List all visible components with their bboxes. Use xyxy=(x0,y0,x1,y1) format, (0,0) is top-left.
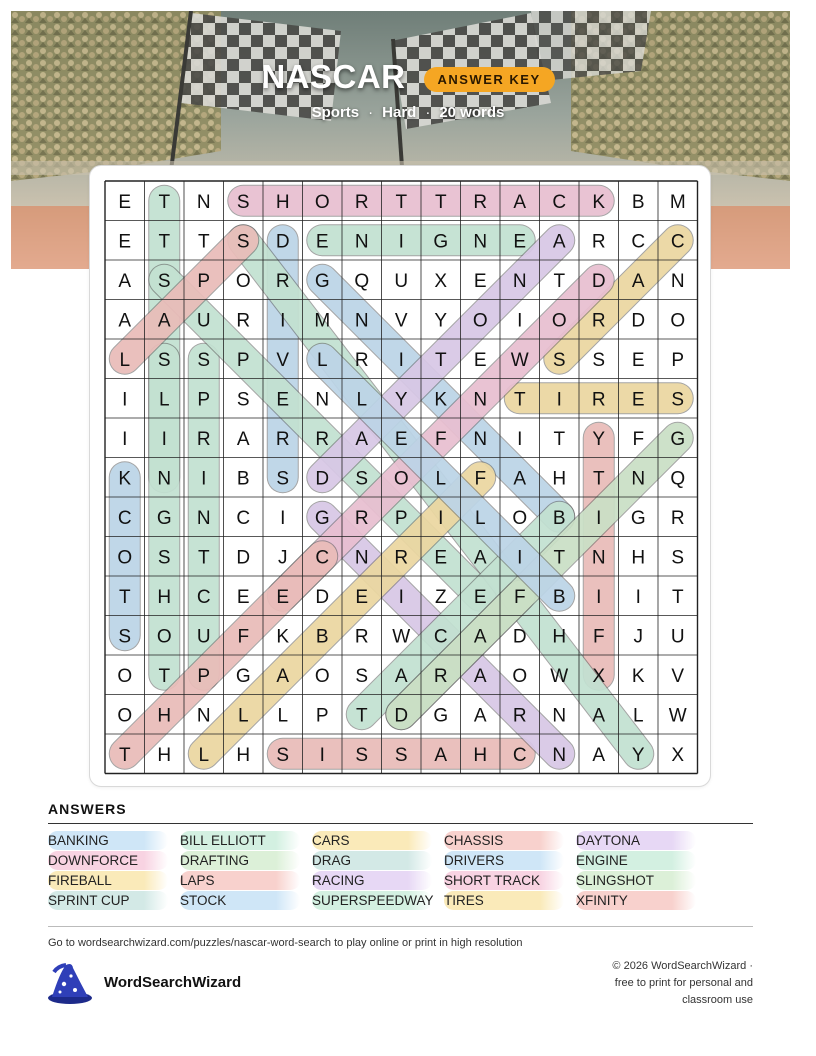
grid-letter[interactable]: Q xyxy=(670,468,686,490)
grid-letter[interactable]: O xyxy=(670,310,686,332)
grid-letter[interactable]: N xyxy=(473,231,488,253)
grid-letter[interactable]: S xyxy=(197,349,211,371)
grid-letter[interactable]: A xyxy=(236,428,250,450)
grid-letter[interactable]: U xyxy=(394,270,409,292)
grid-letter[interactable]: C xyxy=(552,191,567,213)
grid-letter[interactable]: O xyxy=(314,665,330,687)
grid-letter[interactable]: R xyxy=(275,428,290,450)
category-label: Sports xyxy=(311,104,360,121)
grid-letter[interactable]: X xyxy=(434,270,448,292)
grid-letter[interactable]: N xyxy=(591,547,606,569)
grid-letter[interactable]: R xyxy=(354,191,369,213)
grid-letter[interactable]: B xyxy=(552,586,566,608)
grid-letter[interactable]: O xyxy=(117,705,133,727)
grid-letter[interactable]: H xyxy=(236,744,251,766)
grid-letter[interactable]: G xyxy=(670,428,686,450)
grid-letter[interactable]: E xyxy=(315,231,329,253)
grid-letter[interactable]: C xyxy=(236,507,251,529)
grid-letter[interactable]: F xyxy=(632,428,645,450)
grid-letter[interactable]: N xyxy=(473,428,488,450)
grid-letter[interactable]: S xyxy=(157,270,171,292)
grid-letter[interactable]: A xyxy=(592,705,606,727)
grid-letter[interactable]: J xyxy=(278,547,288,569)
grid-letter[interactable]: T xyxy=(671,586,684,608)
separator-dot: · xyxy=(425,104,431,121)
grid-letter[interactable]: D xyxy=(315,586,330,608)
grid-letter[interactable]: T xyxy=(118,744,131,766)
puzzle-grid xyxy=(90,166,712,788)
grid-letter[interactable]: N xyxy=(354,310,369,332)
grid-letter[interactable]: S xyxy=(355,468,369,490)
grid-letter[interactable]: F xyxy=(513,586,526,608)
answer-word: BILL ELLIOTT xyxy=(180,831,300,850)
grid-letter[interactable]: W xyxy=(392,626,411,648)
grid-letter[interactable]: O xyxy=(117,665,133,687)
grid-letter[interactable]: P xyxy=(315,705,329,727)
title-row xyxy=(0,58,816,96)
grid-letter[interactable]: I xyxy=(280,507,286,529)
grid-letter[interactable]: S xyxy=(355,665,369,687)
grid-letter[interactable]: R xyxy=(433,665,448,687)
grid-letter[interactable]: E xyxy=(631,349,645,371)
grid-letter[interactable]: I xyxy=(517,428,523,450)
grid-letter[interactable]: G xyxy=(314,270,330,292)
grid-letter[interactable]: M xyxy=(314,310,331,332)
grid-letter[interactable]: N xyxy=(196,191,211,213)
grid-letter[interactable]: S xyxy=(671,389,685,411)
grid-letter[interactable]: A xyxy=(355,428,369,450)
grid-letter[interactable]: V xyxy=(276,349,290,371)
grid-letter[interactable]: F xyxy=(434,428,447,450)
grid-letter[interactable]: L xyxy=(435,468,447,490)
answer-word: DOWNFORCE xyxy=(48,851,168,870)
grid-letter[interactable]: E xyxy=(118,191,132,213)
grid-letter[interactable]: O xyxy=(512,507,528,529)
grid-letter[interactable]: D xyxy=(236,547,251,569)
divider xyxy=(48,823,753,824)
grid-letter[interactable]: A xyxy=(276,665,290,687)
grid-letter[interactable]: K xyxy=(434,389,448,411)
grid-letter[interactable]: A xyxy=(434,744,448,766)
grid-letter[interactable]: E xyxy=(276,586,290,608)
grid-letter[interactable]: O xyxy=(551,310,567,332)
puzzle-grid-card xyxy=(89,165,711,787)
grid-letter[interactable]: N xyxy=(473,389,488,411)
answer-word: RACING xyxy=(312,871,432,890)
grid-letter[interactable]: B xyxy=(236,468,250,490)
grid-letter[interactable]: B xyxy=(552,507,566,529)
grid-letter[interactable]: G xyxy=(433,705,449,727)
puzzle-title: NASCAR xyxy=(261,58,406,95)
grid-letter[interactable]: E xyxy=(513,231,527,253)
answer-word: LAPS xyxy=(180,871,300,890)
grid-letter[interactable]: C xyxy=(631,231,646,253)
grid-letter[interactable]: E xyxy=(394,428,408,450)
grid-letter[interactable]: A xyxy=(592,744,606,766)
grid-letter[interactable]: N xyxy=(196,507,211,529)
grid-letter[interactable]: T xyxy=(434,191,447,213)
grid-letter[interactable]: T xyxy=(553,270,566,292)
grid-letter[interactable]: T xyxy=(592,468,605,490)
grid-letter[interactable]: E xyxy=(236,586,250,608)
grid-letter[interactable]: U xyxy=(196,626,211,648)
grid-letter[interactable]: R xyxy=(275,270,290,292)
grid-letter[interactable]: R xyxy=(354,507,369,529)
grid-letter[interactable]: H xyxy=(157,586,172,608)
grid-letter[interactable]: G xyxy=(630,507,646,529)
grid-letter[interactable]: Z xyxy=(434,586,447,608)
grid-letter[interactable]: H xyxy=(157,705,172,727)
grid-letter[interactable]: E xyxy=(355,586,369,608)
grid-letter[interactable]: P xyxy=(197,665,211,687)
grid-letter[interactable]: D xyxy=(512,626,527,648)
grid-letter[interactable]: O xyxy=(393,468,409,490)
grid-letter[interactable]: N xyxy=(354,547,369,569)
grid-letter[interactable]: A xyxy=(552,231,566,253)
grid-letter[interactable]: L xyxy=(158,389,170,411)
grid-letter[interactable]: I xyxy=(556,389,562,411)
grid-letter[interactable]: N xyxy=(552,744,567,766)
grid-letter[interactable]: O xyxy=(314,191,330,213)
grid-letter[interactable]: Y xyxy=(631,744,645,766)
answer-word: DAYTONA xyxy=(576,831,696,850)
grid-letter[interactable]: C xyxy=(433,626,448,648)
grid-letter[interactable]: I xyxy=(635,586,641,608)
grid-letter[interactable]: T xyxy=(395,191,408,213)
grid-letter[interactable]: L xyxy=(632,705,644,727)
grid-letter[interactable]: I xyxy=(398,349,404,371)
grid-letter[interactable]: N xyxy=(631,468,646,490)
answer-word: SPRINT CUP xyxy=(48,891,168,910)
grid-letter[interactable]: C xyxy=(670,231,685,253)
grid-letter[interactable]: S xyxy=(236,231,250,253)
grid-letter[interactable]: H xyxy=(157,744,172,766)
grid-letter[interactable]: W xyxy=(550,665,569,687)
grid-letter[interactable]: H xyxy=(552,468,567,490)
grid-letter[interactable]: T xyxy=(197,231,210,253)
grid-letter[interactable]: D xyxy=(394,705,409,727)
word-count-label: 20 words xyxy=(439,104,505,121)
grid-letter[interactable]: I xyxy=(398,586,404,608)
grid-letter[interactable]: S xyxy=(552,349,566,371)
grid-letter[interactable]: I xyxy=(398,231,404,253)
answer-word: SHORT TRACK xyxy=(444,871,564,890)
grid-letter[interactable]: R xyxy=(591,231,606,253)
answer-word: ENGINE xyxy=(576,851,696,870)
grid-letters xyxy=(117,192,686,766)
divider xyxy=(48,926,753,927)
grid-letter[interactable]: R xyxy=(315,428,330,450)
grid-letter[interactable]: S xyxy=(236,191,250,213)
grid-letter[interactable]: L xyxy=(356,389,368,411)
grid-letter[interactable]: T xyxy=(118,586,131,608)
footer-link[interactable]: Go to wordsearchwizard.com/puzzles/nascar-word-search to play online or print in high resolution xyxy=(48,937,523,949)
grid-letter[interactable]: M xyxy=(669,191,686,213)
answer-word: CARS xyxy=(312,831,432,850)
grid-letter[interactable]: R xyxy=(196,428,211,450)
grid-letter[interactable]: S xyxy=(592,349,606,371)
grid-letter[interactable]: A xyxy=(118,310,132,332)
answer-word: BANKING xyxy=(48,831,168,850)
grid-letter[interactable]: A xyxy=(631,270,645,292)
grid-letter[interactable]: A xyxy=(394,665,408,687)
grid-letter[interactable]: H xyxy=(275,191,290,213)
grid-letter[interactable]: E xyxy=(118,231,132,253)
grid-letter[interactable]: U xyxy=(196,310,211,332)
grid-letter[interactable]: T xyxy=(553,428,566,450)
grid-letter[interactable]: L xyxy=(474,507,486,529)
copyright-notice xyxy=(583,958,753,1009)
answer-word: DRIVERS xyxy=(444,851,564,870)
grid-letter[interactable]: V xyxy=(394,310,408,332)
grid-letter[interactable]: L xyxy=(237,705,249,727)
grid-letter[interactable]: O xyxy=(117,547,133,569)
grid-letter[interactable]: T xyxy=(158,665,171,687)
grid-letter[interactable]: E xyxy=(473,349,487,371)
grid-letter[interactable]: J xyxy=(633,626,643,648)
grid-letter[interactable]: K xyxy=(276,626,290,648)
grid-letter[interactable]: I xyxy=(517,547,523,569)
grid-letter[interactable]: R xyxy=(591,310,606,332)
grid-letter[interactable]: R xyxy=(354,626,369,648)
grid-letter[interactable]: T xyxy=(553,547,566,569)
grid-letter[interactable]: C xyxy=(117,507,132,529)
grid-letter[interactable]: N xyxy=(512,270,527,292)
grid-letter[interactable]: D xyxy=(275,231,290,253)
grid-letter[interactable]: C xyxy=(512,744,527,766)
grid-letter[interactable]: I xyxy=(161,428,167,450)
grid-letter[interactable]: S xyxy=(355,744,369,766)
grid-letter[interactable]: E xyxy=(276,389,290,411)
grid-letter[interactable]: E xyxy=(473,586,487,608)
grid-letter[interactable]: O xyxy=(512,665,528,687)
grid-letter[interactable]: A xyxy=(157,310,171,332)
grid-letter[interactable]: I xyxy=(517,310,523,332)
grid-letter[interactable]: V xyxy=(671,665,685,687)
grid-letter[interactable]: R xyxy=(670,507,685,529)
grid-letter[interactable]: F xyxy=(474,468,487,490)
grid-letter[interactable]: T xyxy=(197,547,210,569)
grid-letter[interactable]: B xyxy=(631,191,645,213)
grid-letter[interactable]: O xyxy=(156,626,172,648)
separator-dot: · xyxy=(368,104,374,121)
grid-letter[interactable]: N xyxy=(670,270,685,292)
grid-letter[interactable]: H xyxy=(552,626,567,648)
answer-word: SUPERSPEEDWAY xyxy=(312,893,434,908)
answer-word: STOCK xyxy=(180,891,300,910)
grid-letter[interactable]: Y xyxy=(394,389,408,411)
answer-word: DRAG xyxy=(312,851,432,870)
grid-letter[interactable]: T xyxy=(158,191,171,213)
grid-letter[interactable]: A xyxy=(118,270,132,292)
grid-letter[interactable]: I xyxy=(122,389,128,411)
answer-word: DRAFTING xyxy=(180,851,300,870)
grid-letter[interactable]: O xyxy=(472,310,488,332)
answer-word: SLINGSHOT xyxy=(576,871,696,890)
grid-letter[interactable]: O xyxy=(235,270,251,292)
grid-letter[interactable]: U xyxy=(670,626,685,648)
grid-letter[interactable]: G xyxy=(235,665,251,687)
grid-letter[interactable]: S xyxy=(157,547,171,569)
grid-letter[interactable]: K xyxy=(631,665,645,687)
grid-letter[interactable]: P xyxy=(197,389,211,411)
grid-letter[interactable]: P xyxy=(671,349,685,371)
grid-letter[interactable]: E xyxy=(434,547,448,569)
grid-letter[interactable]: Y xyxy=(434,310,448,332)
grid-letter[interactable]: I xyxy=(319,744,325,766)
grid-letter[interactable]: S xyxy=(671,547,685,569)
difficulty-label: Hard xyxy=(382,104,417,121)
grid-letter[interactable]: A xyxy=(513,468,527,490)
answer-word: XFINITY xyxy=(576,891,696,910)
grid-letter[interactable]: D xyxy=(315,468,330,490)
grid-letter[interactable]: D xyxy=(631,310,646,332)
grid-letter[interactable]: S xyxy=(157,349,171,371)
grid-letter[interactable]: A xyxy=(473,626,487,648)
answer-word: TIRES xyxy=(444,891,564,910)
grid-letter[interactable]: S xyxy=(394,744,408,766)
grid-letter[interactable]: T xyxy=(158,231,171,253)
grid-letter[interactable]: S xyxy=(118,626,132,648)
grid-letter[interactable]: P xyxy=(394,507,408,529)
grid-letter[interactable]: P xyxy=(197,270,211,292)
grid-letter[interactable]: A xyxy=(473,665,487,687)
grid-letter[interactable]: X xyxy=(671,744,685,766)
grid-letter[interactable]: D xyxy=(591,270,606,292)
answers-heading: ANSWERS xyxy=(48,801,127,817)
grid-letter[interactable]: R xyxy=(512,705,527,727)
answer-key-badge: ANSWER KEY xyxy=(424,67,555,92)
grid-letter[interactable]: X xyxy=(592,665,606,687)
grid-letter[interactable]: I xyxy=(122,428,128,450)
grid-letter[interactable]: N xyxy=(196,705,211,727)
grid-letter[interactable]: E xyxy=(473,270,487,292)
grid-letter[interactable]: Y xyxy=(592,428,606,450)
grid-letter[interactable]: I xyxy=(438,507,444,529)
grid-letter[interactable]: G xyxy=(433,231,449,253)
grid-letter[interactable]: A xyxy=(513,191,527,213)
grid-letter[interactable]: A xyxy=(473,705,487,727)
grid-letter[interactable]: T xyxy=(434,349,447,371)
grid-letter[interactable]: F xyxy=(237,626,250,648)
grid-letter[interactable]: I xyxy=(596,507,602,529)
grid-letter[interactable]: L xyxy=(198,744,210,766)
grid-letter[interactable]: G xyxy=(314,507,330,529)
grid-letter[interactable]: P xyxy=(236,349,250,371)
grid-letter[interactable]: R xyxy=(354,349,369,371)
grid-letter[interactable]: N xyxy=(552,705,567,727)
grid-letter[interactable]: R xyxy=(591,389,606,411)
grid-letter[interactable]: Q xyxy=(354,270,370,292)
grid-letter[interactable]: B xyxy=(315,626,329,648)
grid-letter[interactable]: N xyxy=(157,468,172,490)
grid-letter[interactable]: H xyxy=(473,744,488,766)
grid-letter[interactable]: G xyxy=(156,507,172,529)
grid-letter[interactable]: R xyxy=(394,547,409,569)
grid-letter[interactable]: S xyxy=(236,389,250,411)
grid-letter[interactable]: E xyxy=(631,389,645,411)
grid-letter[interactable]: F xyxy=(592,626,605,648)
grid-letter[interactable]: T xyxy=(355,705,368,727)
grid-letter[interactable]: I xyxy=(201,468,207,490)
grid-letter[interactable]: C xyxy=(196,586,211,608)
grid-letter[interactable]: L xyxy=(316,349,328,371)
grid-letter[interactable]: S xyxy=(276,468,290,490)
grid-letter[interactable]: C xyxy=(315,547,330,569)
grid-letter[interactable]: A xyxy=(473,547,487,569)
copyright-line: © 2026 WordSearchWizard · xyxy=(612,960,753,972)
copyright-line: free to print for personal and xyxy=(614,977,753,989)
grid-letter[interactable]: H xyxy=(631,547,646,569)
grid-letter[interactable]: K xyxy=(118,468,132,490)
grid-letter[interactable]: W xyxy=(510,349,529,371)
grid-letter[interactable]: L xyxy=(119,349,131,371)
grid-letter[interactable]: L xyxy=(277,705,289,727)
grid-letter[interactable]: S xyxy=(276,744,290,766)
grid-letter[interactable]: I xyxy=(596,586,602,608)
grid-letter[interactable]: W xyxy=(668,705,687,727)
brand-name: WordSearchWizard xyxy=(104,974,242,991)
grid-letter[interactable]: N xyxy=(315,389,330,411)
grid-letter[interactable]: I xyxy=(280,310,286,332)
grid-letter[interactable]: T xyxy=(513,389,526,411)
answer-word: FIREBALL xyxy=(48,871,168,890)
grid-letter[interactable]: K xyxy=(592,191,606,213)
grid-letter[interactable]: R xyxy=(473,191,488,213)
grid-letter[interactable]: R xyxy=(236,310,251,332)
puzzle-meta xyxy=(0,104,816,121)
wizard-hat-icon xyxy=(46,962,94,1006)
answer-word: CHASSIS xyxy=(444,831,564,850)
grid-letter[interactable]: N xyxy=(354,231,369,253)
copyright-line: classroom use xyxy=(682,994,753,1006)
